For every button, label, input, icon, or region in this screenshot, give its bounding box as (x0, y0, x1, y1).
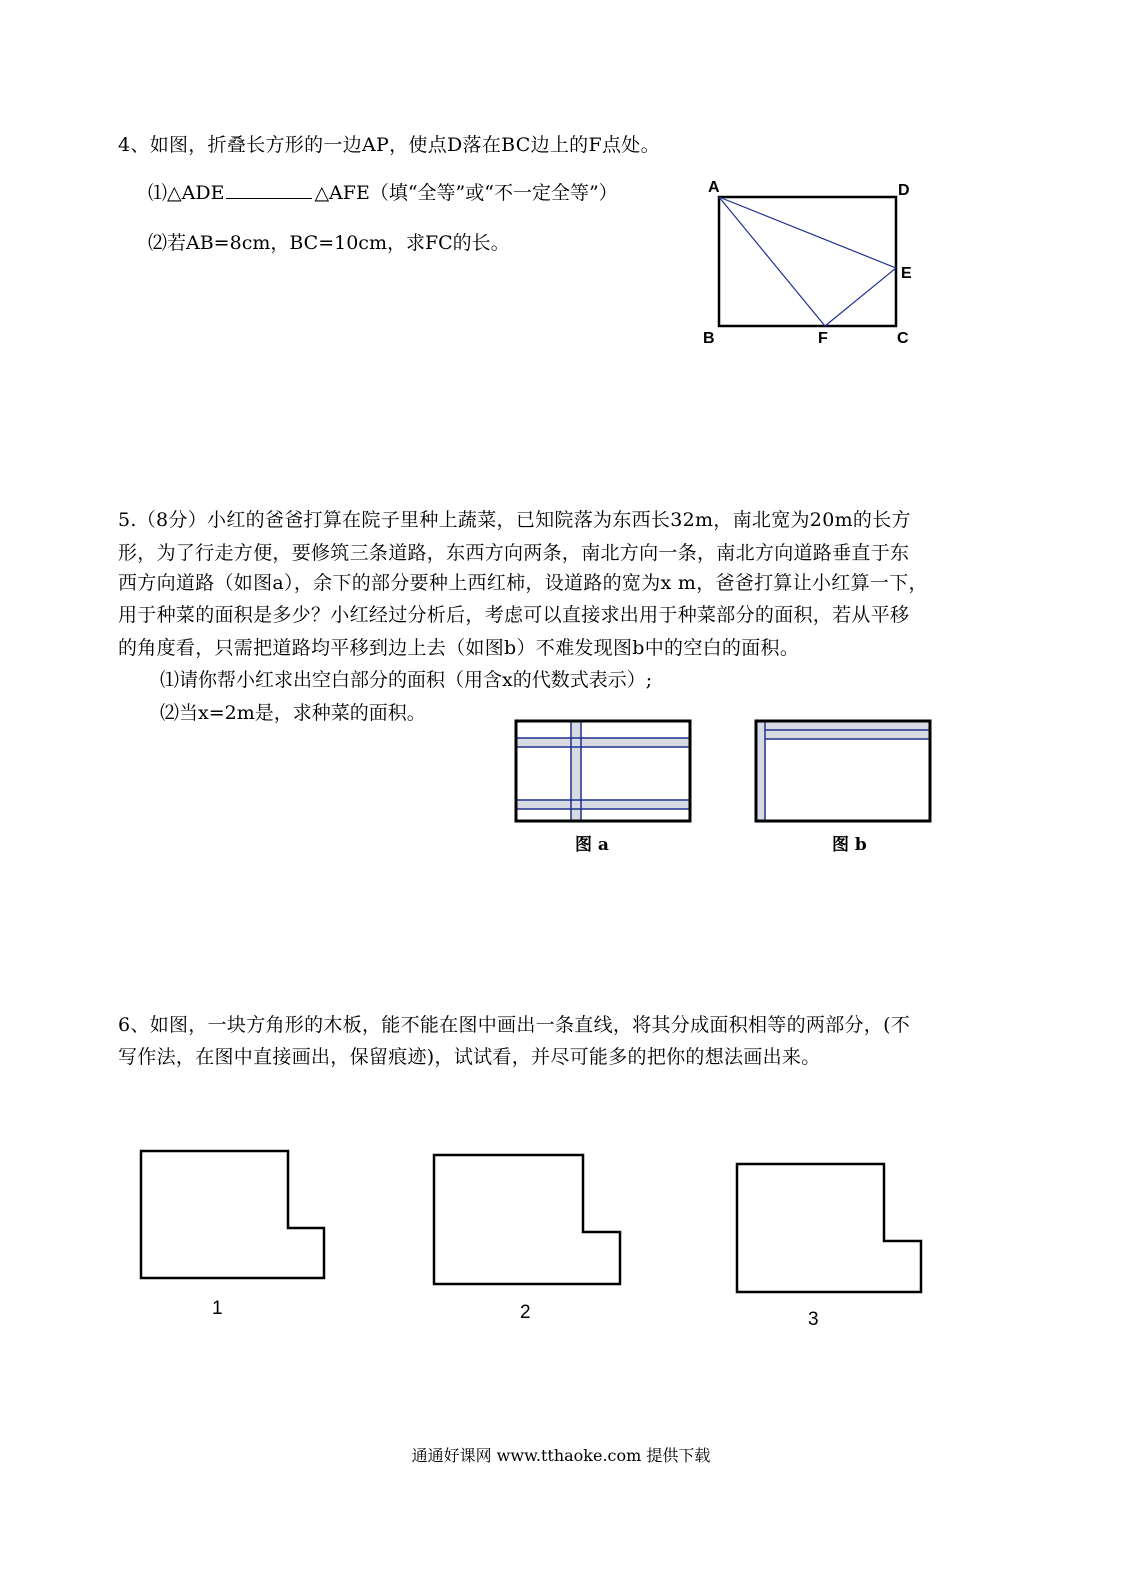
q4-part1-a: ⑴△ADE (148, 182, 225, 204)
q5-part2: ⑵当x=2m是，求种菜的面积。 (160, 702, 426, 724)
q6-label-3: 3 (808, 1309, 819, 1330)
q4-label-e: E (901, 265, 912, 282)
q4-label-a: A (708, 179, 720, 196)
q5-line-5: 的角度看，只需把道路均平移到边上去（如图b）不难发现图b中的空白的面积。 (118, 637, 800, 659)
q5-line-1: 5.（8分）小红的爸爸打算在院子里种上蔬菜，已知院落为东西长32m，南北宽为20m的长方 (118, 509, 911, 531)
q4-stem: 4、如图，折叠长方形的一边AP，使点D落在BC边上的F点处。 (118, 134, 660, 156)
q6-board-3[interactable] (737, 1164, 921, 1292)
q4-label-c: C (897, 330, 909, 347)
q4-label-d: D (898, 182, 910, 199)
q5-line-4: 用于种菜的面积是多少？小红经过分析后，考虑可以直接求出用于种菜部分的面积，若从平移 (118, 604, 910, 626)
q4-part1-b: △AFE（填“全等”或“不一定全等”） (314, 182, 618, 204)
q4-part2: ⑵若AB=8cm，BC=10cm，求FC的长。 (148, 232, 510, 254)
q6-line-1: 6、如图，一块方角形的木板，能不能在图中画出一条直线，将其分成面积相等的两部分，(不 (118, 1014, 911, 1036)
q5-fig-b-caption: 图 b (832, 835, 867, 855)
q5-line-3: 西方向道路（如图a），余下的部分要种上西红柿，设道路的宽为x m，爸爸打算让小红算一下， (118, 572, 928, 594)
q6-line-2: 写作法，在图中直接画出，保留痕迹)，试试看，并尽可能多的把你的想法画出来。 (118, 1046, 821, 1068)
q4-label-f: F (818, 330, 828, 347)
q6-label-1: 1 (212, 1298, 223, 1319)
page-footer: 通通好课网 www.tthaoke.com 提供下载 (411, 1446, 711, 1465)
q5-fig-a-caption: 图 a (575, 835, 609, 855)
q5-part1: ⑴请你帮小红求出空白部分的面积（用含x的代数式表示）; (160, 669, 653, 691)
q4-label-b: B (703, 330, 715, 347)
q6-label-2: 2 (520, 1302, 531, 1323)
q6-board-2[interactable] (434, 1155, 620, 1284)
q5-line-2: 形，为了行走方便，要修筑三条道路，东西方向两条，南北方向一条，南北方向道路垂直于东 (118, 542, 910, 564)
q6-board-1[interactable] (141, 1151, 324, 1278)
